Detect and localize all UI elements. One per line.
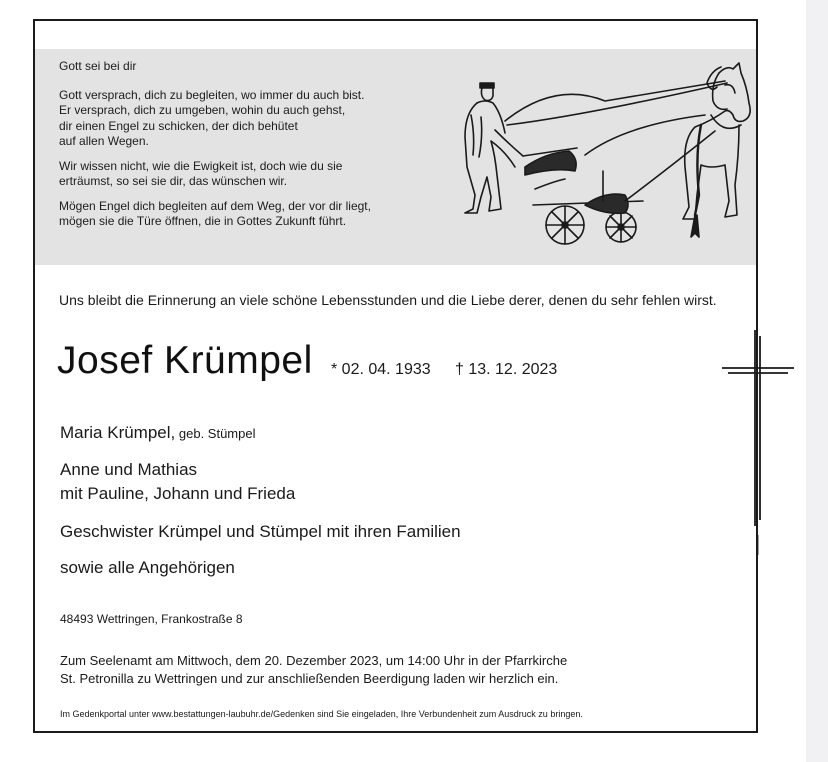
poem-title: Gott sei bei dir: [59, 59, 137, 73]
poem-stanza-3: Mögen Engel dich begleiten auf dem Weg, der vor dir liegt, mögen sie die Türe öffnen, die in Gottes Zukunft führt.: [59, 198, 371, 228]
mourner-relatives: sowie alle Angehörigen: [60, 558, 235, 577]
mourner-children: Anne und Mathias: [60, 460, 198, 479]
service-text: Zum Seelenamt am Mittwoch, dem 20. Dezember 2023, um 14:00 Uhr in der Pfarrkirche St. Petronilla zu Wettringen und zur anschließenden Beerdigung laden wir herzlich ein.: [60, 653, 568, 686]
deceased-name: Josef Krümpel: [57, 339, 313, 382]
intro-text: Uns bleibt die Erinnerung an viele schöne Lebensstunden und die Liebe derer, denen du sehr fehlen wirst.: [59, 292, 717, 308]
mourners-list: [60, 421, 660, 580]
spouse-name: Maria Krümpel,: [60, 423, 176, 442]
cross-icon: [718, 330, 798, 555]
obituary-card: [33, 19, 758, 733]
poem-band: [35, 49, 756, 265]
portal-text: Im Gedenkportal unter www.bestattungen-laubuhr.de/Gedenken sind Sie eingeladen, Ihre Verbundenheit zum Ausdruck zu bringen.: [60, 709, 583, 719]
death-date: † 13. 12. 2023: [455, 361, 558, 378]
mourner-siblings: Geschwister Krümpel und Stümpel mit ihren Familien: [60, 522, 461, 541]
spouse-maiden-name: geb. Stümpel: [175, 426, 256, 441]
birth-date: * 02. 04. 1933: [331, 361, 431, 378]
poem-stanza-1: Gott versprach, dich zu begleiten, wo immer du auch bist. Er versprach, dich zu umgeben, wohin du auch gehst, dir einen Engel zu schicken, der dich behütet auf allen Wegen.: [59, 87, 365, 148]
poem-stanza-2: Wir wissen nicht, wie die Ewigkeit ist, doch wie du sie erträumst, so sei sie dir, das wünschen wir.: [59, 158, 343, 188]
farmer-plough-horse-sketch: [425, 55, 755, 260]
mourner-grandchildren: mit Pauline, Johann und Frieda: [60, 484, 296, 503]
address: 48493 Wettringen, Frankostraße 8: [60, 612, 243, 626]
poem: [59, 59, 409, 239]
mourner-spouse: [60, 421, 660, 446]
